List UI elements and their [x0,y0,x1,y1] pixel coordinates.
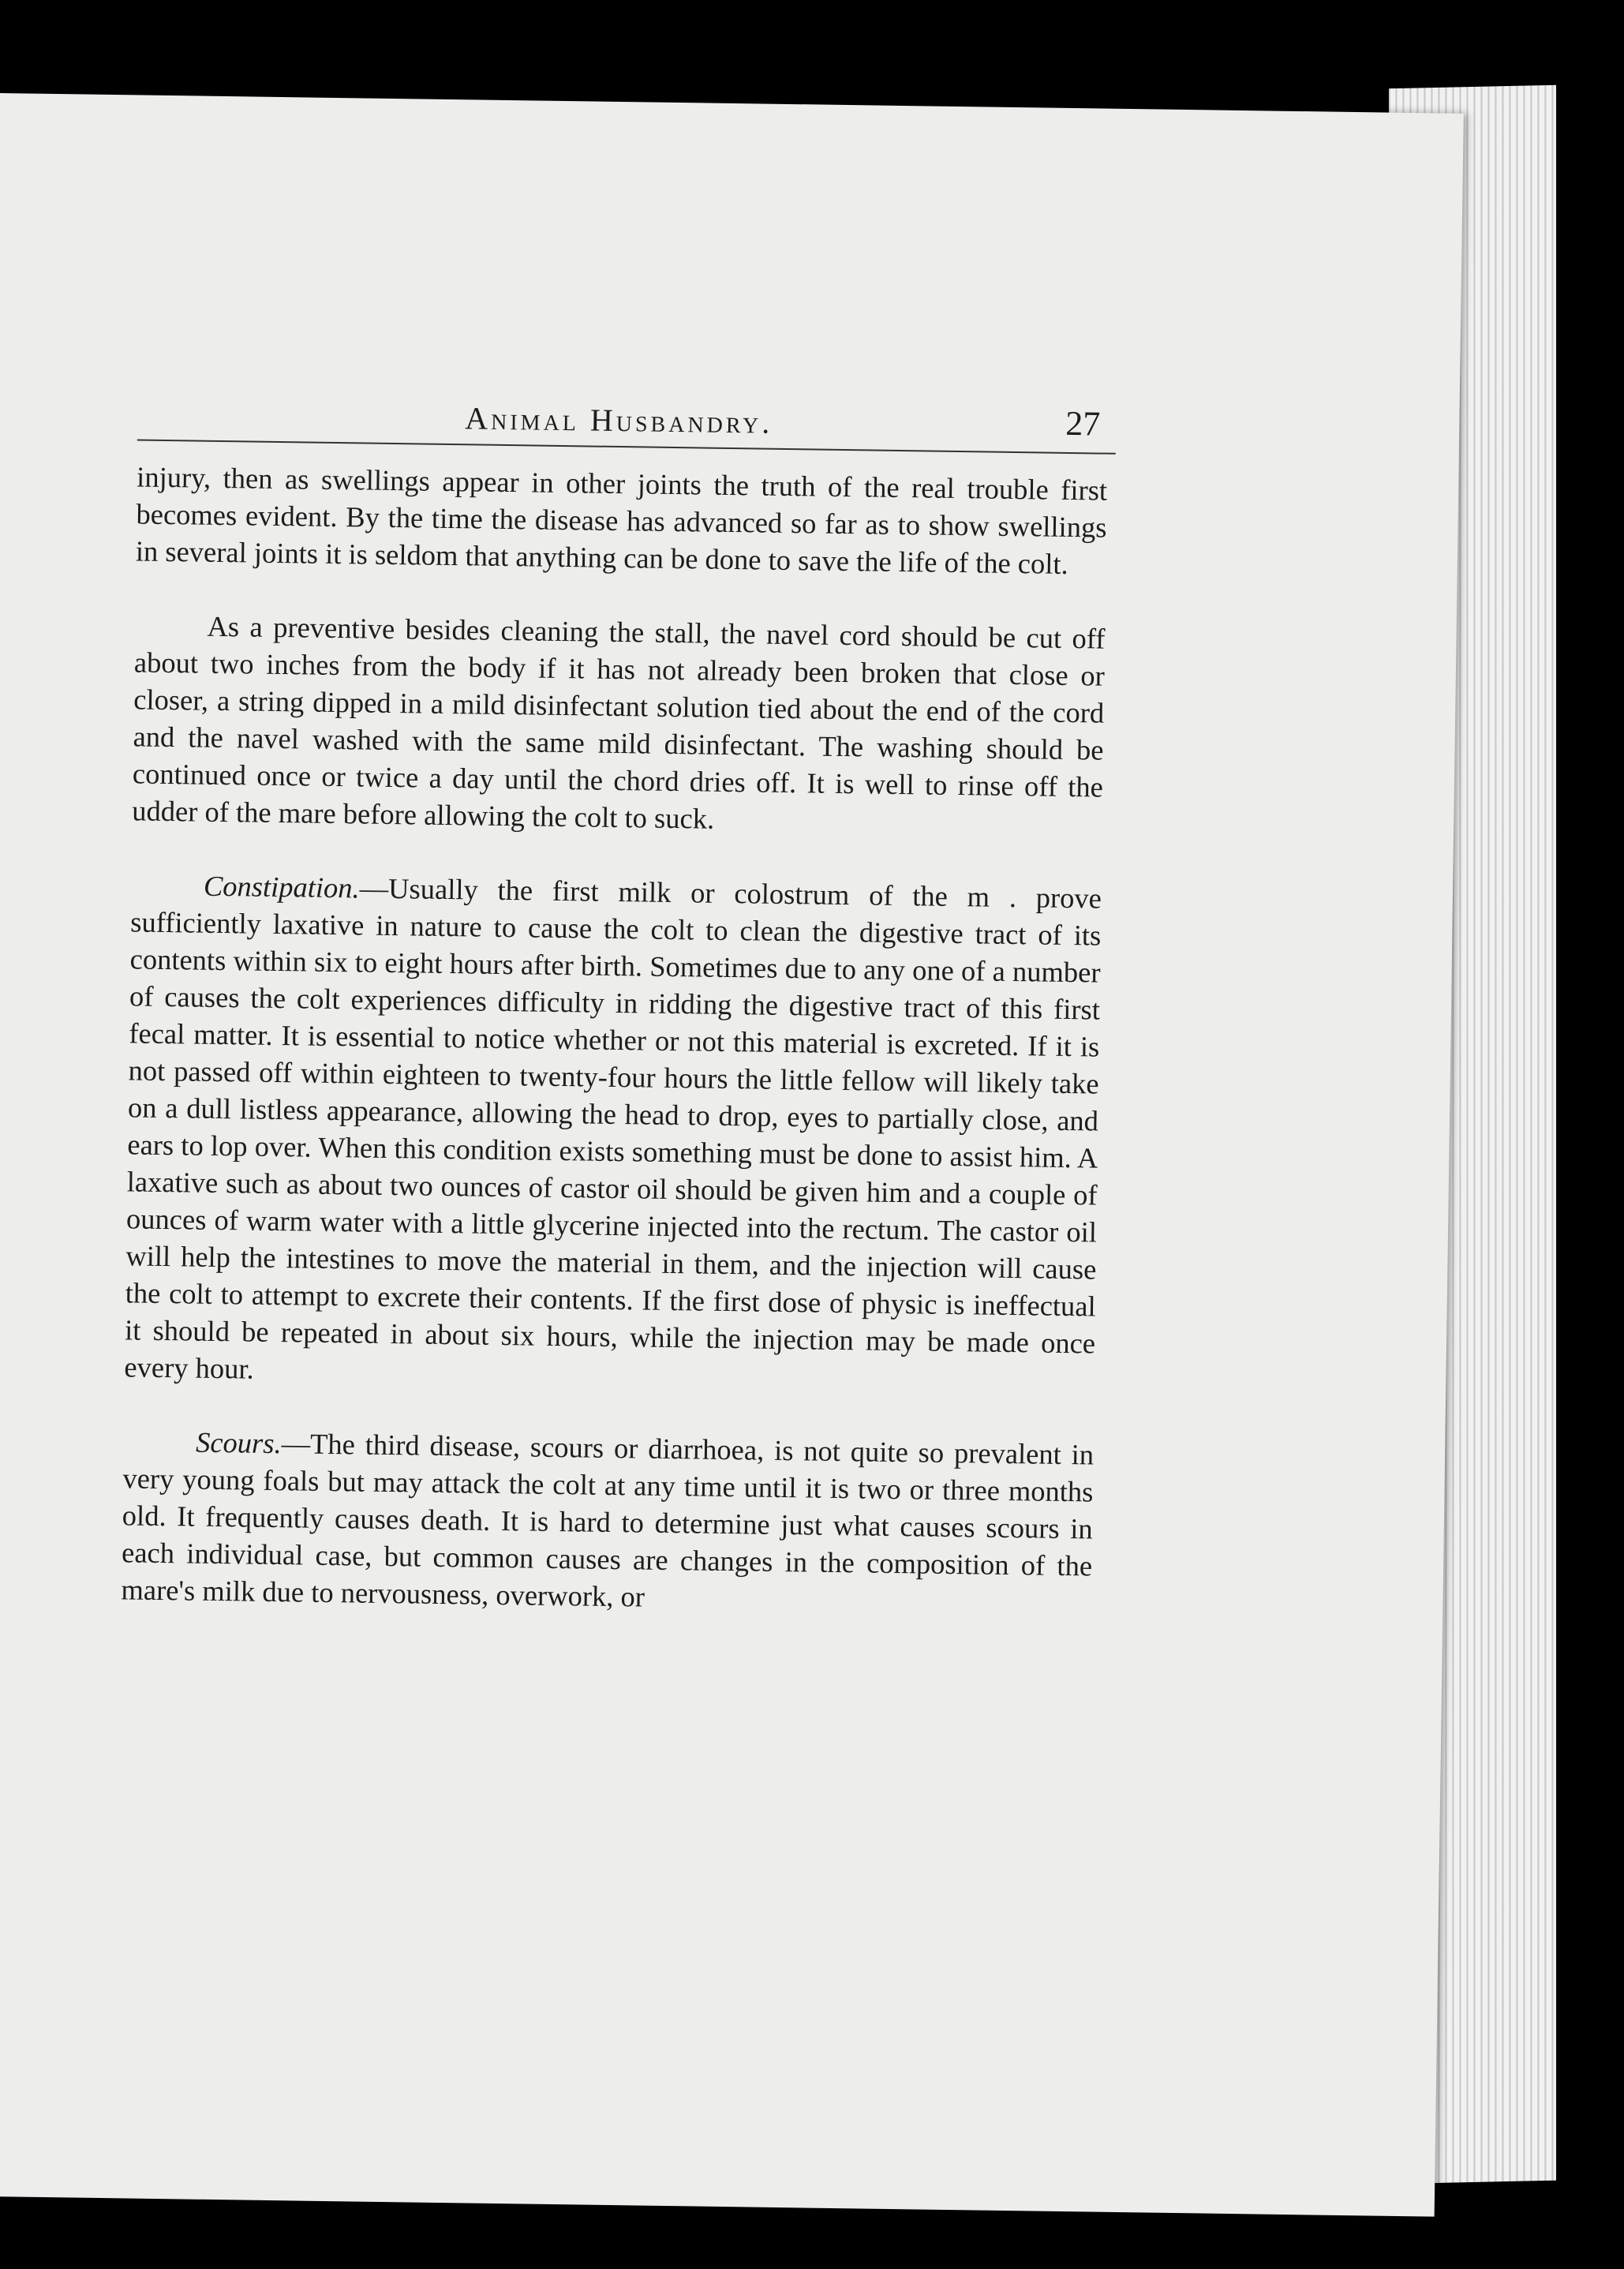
paragraph-scours [121,1422,1094,1621]
section-heading-constipation: Constipation. [203,869,361,904]
page-content [121,387,1108,1621]
paragraph-text: As a preventive besides cleaning the stall, the navel cord should be cut off about two inches from the body if it has not already been broken that close or closer, a string dipped in a mild disinfectant solution tied about the end of the cord and the navel washed with the same mild disinfectant. The washing should be continued once or twice a day until the chord dries off. It is well to rinse off the udder of the mare before allowing the colt to suck. [132,609,1106,835]
header-rule [137,439,1116,454]
paragraph-text: —Usually the first milk or colostrum of the m . prove sufficiently laxative in nature to cause the colt to clean the digestive tract of its contents within six to eight hours after birth. Sometimes due to any one of a number of causes the colt experiences difficulty in ridding the digestive tract of this first fecal matter. It is essential to notice whether or not this material is excreted. If it is not passed off within eighteen to twenty-four hours the little fellow will likely take on a dull listless appearance, allowing the head to drop, eyes to partially close, and ears to lop over. When this condition exists something must be done to assist him. A laxative such as about two ounces of castor oil should be given him and a couple of ounces of warm water with a little glycerine injected into the rectum. The castor oil will help the intestines to move the material in them, and the injection will cause the colt to attempt to excrete their contents. If the first dose of physic is ineffectual it should be repeated in about six hours, while the injection may be made once every hour. [124,871,1102,1385]
running-header [137,387,1109,471]
paragraph-constipation [124,866,1102,1398]
paragraph-text: —The third disease, scours or diarrhoea, is not quite so prevalent in very young foals but may attack the colt at any time until it is two or three months old. It frequently causes death. It is hard to determine just what causes scours in each individual case, but common causes are changes in the composition of the mare's milk due to nervousness, overwork, or [121,1427,1095,1613]
paragraph-preventive [132,606,1106,842]
header-title: Animal Husbandry. [464,400,773,440]
section-heading-scours: Scours. [195,1425,282,1460]
paragraph-injury [136,458,1108,582]
paragraph-text: injury, then as swellings appear in other joints the truth of the real trouble first becomes evident. By the time the disease has advanced so far as to show swellings in several joints it is seldom that anything can be done to save the life of the colt. [135,460,1108,580]
page-sheet [0,93,1464,2217]
page-number: 27 [1065,403,1101,444]
